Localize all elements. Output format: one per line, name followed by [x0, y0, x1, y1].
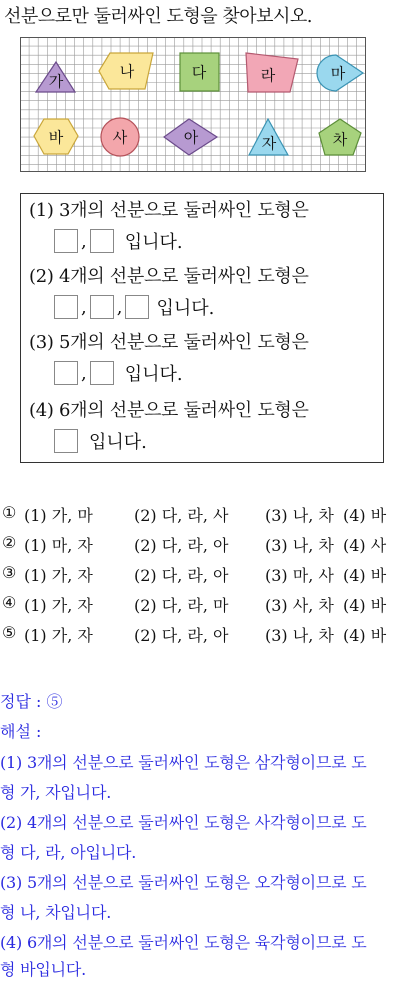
explanation-line: (1) 3개의 선분으로 둘러싸인 도형은 삼각형이므로 도	[0, 753, 367, 772]
choice-part-2: (2) 다, 라, 사	[134, 506, 229, 525]
choice-part-2: (2) 다, 라, 아	[134, 566, 229, 585]
answer-blank[interactable]	[54, 361, 78, 385]
choice-part-2: (2) 다, 라, 아	[134, 536, 229, 555]
choice-part-1: (1) 가, 자	[24, 626, 93, 645]
suffix-text: 입니다.	[124, 364, 183, 385]
choice-3[interactable]	[0, 563, 400, 593]
choice-part-1: (1) 가, 자	[24, 566, 93, 585]
answer-blank[interactable]	[54, 229, 78, 253]
choice-number: ①	[2, 503, 17, 522]
answer-blank[interactable]	[90, 229, 114, 253]
answer-blank[interactable]	[90, 361, 114, 385]
label-ra: 라	[260, 66, 276, 85]
explanation-line: 형 바입니다.	[0, 960, 87, 979]
choice-part-3: (3) 마, 사	[265, 566, 334, 585]
comma: ,	[81, 362, 87, 384]
choice-part-4: (4) 바	[343, 566, 387, 585]
answer-line-1	[53, 228, 183, 254]
choice-part-4: (4) 바	[343, 506, 387, 525]
label-cha: 차	[332, 130, 348, 149]
question-4: (4) 6개의 선분으로 둘러싸인 도형은	[29, 400, 309, 421]
choice-part-1: (1) 마, 자	[24, 536, 93, 555]
suffix-text: 입니다.	[124, 232, 183, 253]
explanation-line: (2) 4개의 선분으로 둘러싸인 도형은 사각형이므로 도	[0, 813, 367, 832]
suffix-text: 입니다.	[89, 432, 147, 453]
choice-5[interactable]	[0, 623, 400, 653]
choice-part-3: (3) 나, 차	[265, 626, 334, 645]
question-2: (2) 4개의 선분으로 둘러싸인 도형은	[29, 266, 309, 287]
question-3: (3) 5개의 선분으로 둘러싸인 도형은	[29, 332, 309, 353]
choice-2[interactable]	[0, 533, 400, 563]
choice-number: ②	[2, 533, 17, 552]
choice-part-3: (3) 나, 차	[265, 536, 334, 555]
shape-grid	[20, 37, 366, 172]
label-ma: 마	[330, 64, 346, 83]
label-sa: 사	[112, 128, 128, 147]
answer-line-2	[53, 294, 214, 320]
choice-4[interactable]	[0, 593, 400, 623]
suffix-text: 입니다.	[156, 298, 215, 319]
choice-part-3: (3) 사, 차	[265, 596, 334, 615]
comma: ,	[81, 230, 87, 252]
label-na: 나	[119, 62, 135, 81]
choice-part-2: (2) 다, 라, 아	[134, 626, 229, 645]
choice-part-4: (4) 바	[343, 626, 387, 645]
comma: ,	[116, 296, 123, 318]
explanation-line: 형 다, 라, 아입니다.	[0, 843, 137, 862]
answer-text: 정답 : ⑤	[0, 692, 63, 711]
grid-svg	[20, 37, 366, 172]
solution-label: 해설 :	[0, 722, 42, 741]
answer-blank[interactable]	[90, 295, 114, 319]
label-a: 아	[183, 128, 199, 147]
label-ja: 자	[261, 134, 277, 153]
explanation-line: 형 가, 자입니다.	[0, 783, 112, 802]
answer-blank[interactable]	[54, 429, 78, 453]
label-ba: 바	[48, 128, 64, 147]
explanation-line: 형 나, 차입니다.	[0, 903, 112, 922]
explanation-line: (4) 6개의 선분으로 둘러싸인 도형은 육각형이므로 도	[0, 933, 367, 952]
explanation-line: (3) 5개의 선분으로 둘러싸인 도형은 오각형이므로 도	[0, 873, 367, 892]
answer-line-4	[53, 428, 147, 454]
question-box	[20, 193, 384, 463]
choice-part-4: (4) 바	[343, 596, 387, 615]
question-1: (1) 3개의 선분으로 둘러싸인 도형은	[29, 200, 309, 221]
comma: ,	[81, 296, 87, 318]
choice-number: ③	[2, 563, 17, 582]
choice-number: ④	[2, 593, 17, 612]
answer-blank[interactable]	[125, 295, 149, 319]
choice-part-2: (2) 다, 라, 마	[134, 596, 229, 615]
question-title: 선분으로만 둘러싸인 도형을 찾아보시오.	[4, 6, 312, 27]
answer-blank[interactable]	[54, 295, 78, 319]
choice-1[interactable]	[0, 503, 400, 533]
choice-number: ⑤	[2, 623, 17, 642]
label-da: 다	[191, 63, 207, 82]
choice-part-4: (4) 사	[343, 536, 387, 555]
label-ga: 가	[48, 72, 64, 91]
choice-part-1: (1) 가, 자	[24, 596, 93, 615]
answer-line-3	[53, 360, 183, 386]
choice-part-3: (3) 나, 차	[265, 506, 334, 525]
choice-part-1: (1) 가, 마	[24, 506, 93, 525]
